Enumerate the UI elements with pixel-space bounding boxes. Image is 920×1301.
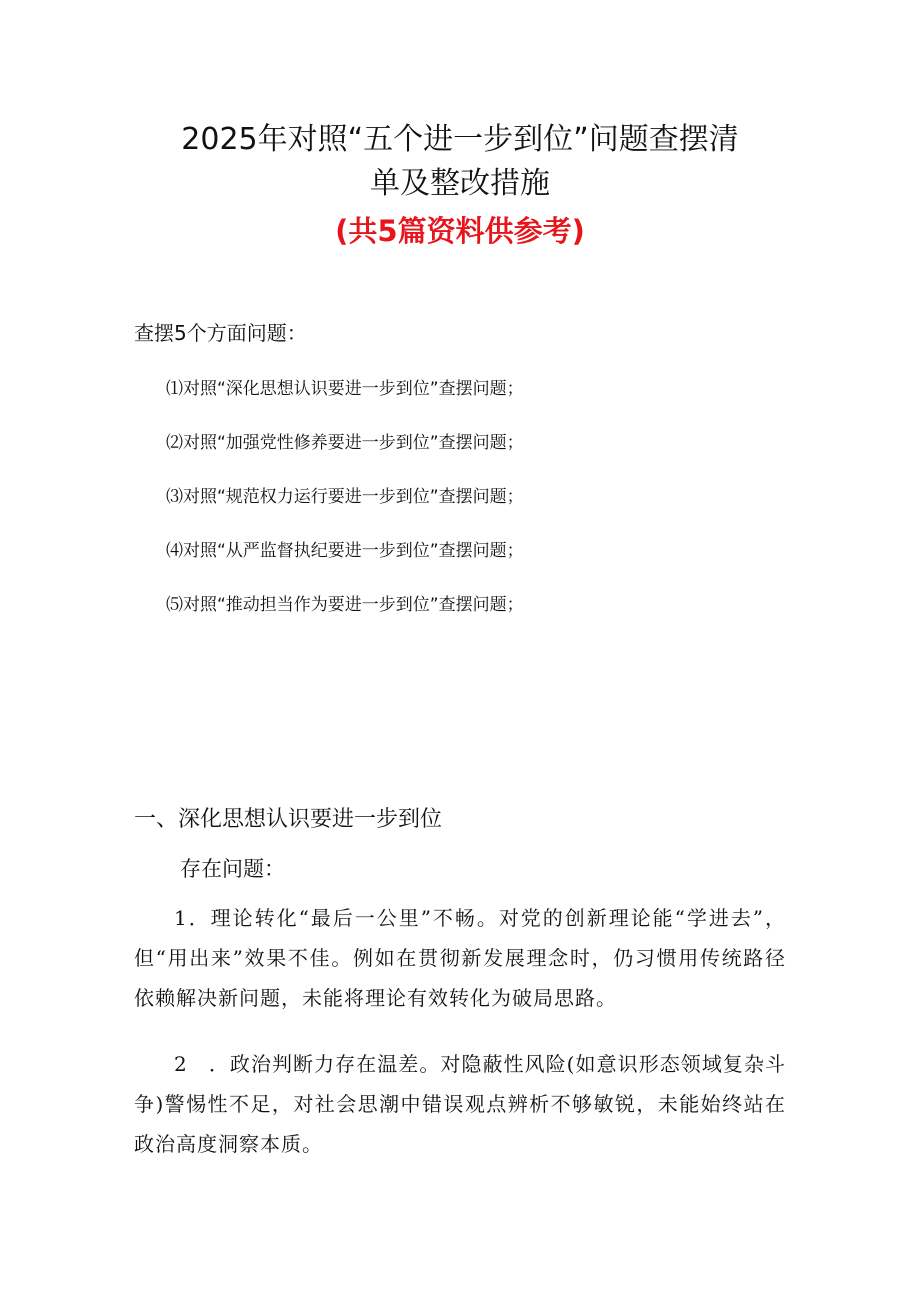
- issue-list: [166, 374, 524, 644]
- section-subheading: 存在问题：: [180, 857, 285, 881]
- section-heading: 一、深化思想认识要进一步到位: [134, 807, 443, 832]
- paragraph: 2 ．政治判断力存在温差。对隐蔽性风险(如意识形态领域复杂斗争)警惕性不足，对社会思潮中错误观点辨析不够敏锐，未能始终站在政治高度洞察本质。: [134, 1052, 786, 1156]
- list-item: ⑵对照“加强党性修养要进一步到位”查摆问题；: [166, 433, 524, 453]
- document-title-line-1: 2025年对照“五个进一步到位”问题查摆清: [181, 122, 739, 157]
- intro-text: 查摆5个方面问题：: [134, 321, 307, 345]
- list-item: ⑴对照“深化思想认识要进一步到位”查摆问题；: [166, 379, 524, 399]
- paragraph: 1．理论转化“最后一公里”不畅。对党的创新理论能“学进去”，但“用出来”效果不佳。例如在贯彻新发展理念时，仍习惯用传统路径依赖解决新问题，未能将理论有效转化为破局思路。: [134, 906, 786, 1010]
- list-item: ⑸对照“推动担当作为要进一步到位”查摆问题；: [166, 595, 524, 615]
- document-subtitle: (共5篇资料供参考): [335, 214, 585, 248]
- list-item: ⑷对照“从严监督执纪要进一步到位”查摆问题；: [166, 541, 524, 561]
- document-title-line-2: 单及整改措施: [370, 166, 550, 201]
- list-item: ⑶对照“规范权力运行要进一步到位”查摆问题；: [166, 487, 524, 507]
